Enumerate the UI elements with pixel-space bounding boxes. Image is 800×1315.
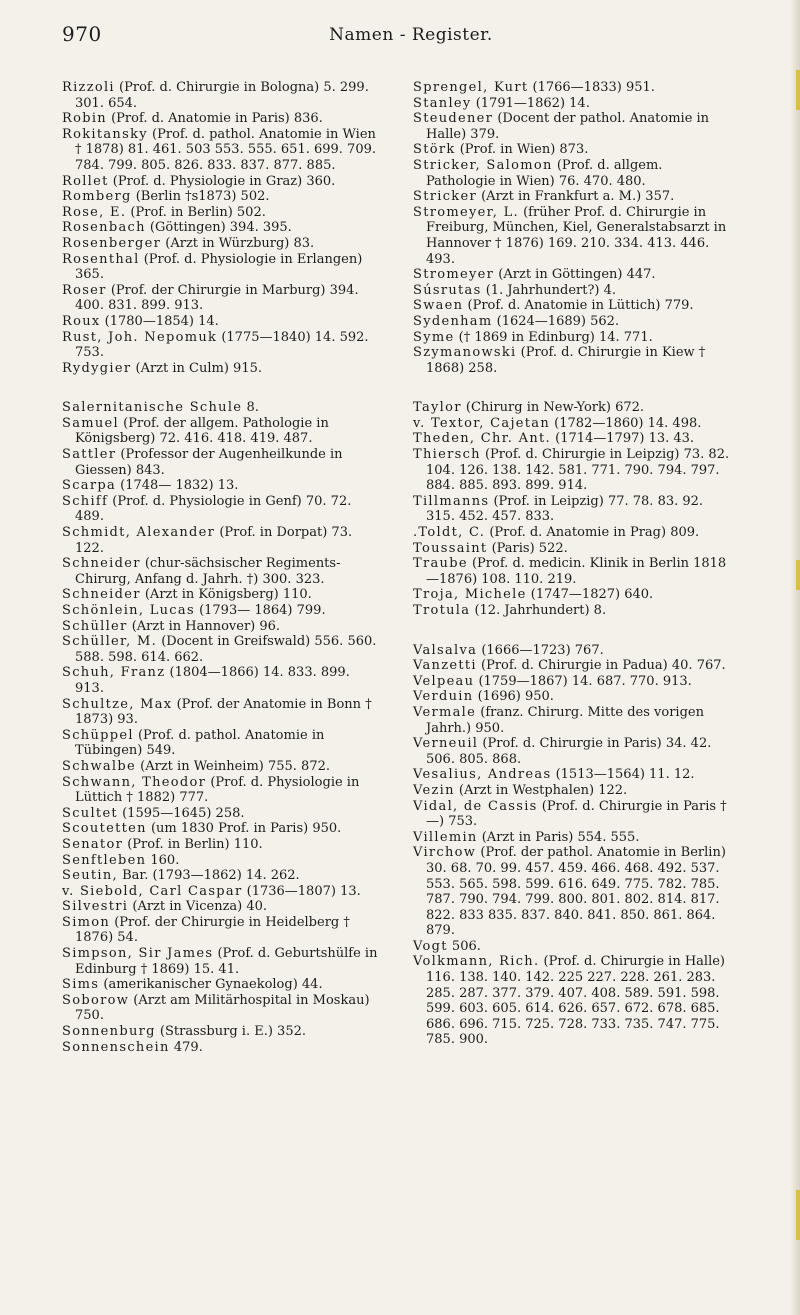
entry-name: Rollet bbox=[62, 173, 109, 189]
entry-name: Schmidt, Alexander bbox=[62, 525, 216, 541]
entry-name: Vezin bbox=[413, 782, 455, 798]
entry-text: 506. bbox=[451, 938, 481, 954]
entry-name: Rizzoli bbox=[62, 80, 115, 95]
index-entry bbox=[62, 868, 382, 884]
index-entry bbox=[62, 283, 382, 314]
entry-name: Súsrutas bbox=[413, 282, 482, 298]
entry-text: (amerikanischer Gynaekolog) 44. bbox=[103, 977, 323, 993]
entry-name: Sonnenschein bbox=[62, 1039, 170, 1055]
index-entry bbox=[62, 977, 382, 993]
entry-name: Troja, Michele bbox=[413, 587, 527, 603]
index-entry bbox=[62, 603, 382, 619]
index-section bbox=[413, 643, 733, 1048]
entry-text: (Prof. der Anatomie in Bonn † 1873) 93. bbox=[75, 696, 372, 728]
index-entry bbox=[62, 174, 382, 190]
index-entry bbox=[413, 267, 733, 283]
entry-text: (Prof. in Leipzig) 77. 78. 83. 92. 315. 452. 457. 833. bbox=[426, 493, 704, 525]
entry-text: (Prof. d. Physiologie in Genf) 70. 72. 489. bbox=[75, 493, 352, 525]
entry-name: Schwalbe bbox=[62, 758, 137, 774]
entry-name: Valsalva bbox=[413, 642, 478, 658]
entry-name: Vidal, de Cassis bbox=[413, 798, 538, 814]
index-entry bbox=[413, 830, 733, 846]
entry-text: (Prof. der allgem. Pathologie in Königsberg) 72. 416. 418. 419. 487. bbox=[75, 415, 329, 447]
index-entry bbox=[413, 447, 733, 494]
entry-text: (Arzt in Frankfurt a. M.) 357. bbox=[481, 189, 675, 205]
entry-text: (Arzt in Weinheim) 755. 872. bbox=[140, 758, 331, 774]
index-entry bbox=[413, 845, 733, 939]
index-entry bbox=[62, 775, 382, 806]
entry-text: 160. bbox=[150, 852, 180, 868]
page-edge bbox=[790, 0, 800, 1315]
index-entry bbox=[62, 447, 382, 478]
entry-text: (früher Prof. d. Chirurgie in Freiburg, München, Kiel, Generalstabsarzt in Hannover † 1876) 169. 210. 334. 413. 446. 493. bbox=[426, 204, 727, 267]
entry-text: (Prof. d. Geburtshülfe in Edinburg † 1869) 15. 41. bbox=[75, 946, 378, 977]
entry-text: (1782—1860) 14. 498. bbox=[554, 415, 702, 431]
entry-name: Sims bbox=[62, 977, 100, 993]
index-entry bbox=[413, 400, 733, 416]
entry-text: (Arzt in Königsberg) 110. bbox=[144, 587, 312, 603]
index-entry bbox=[413, 205, 733, 267]
entry-text: († 1869 in Edinburg) 14. 771. bbox=[458, 329, 653, 345]
index-entry bbox=[413, 674, 733, 690]
index-entry bbox=[413, 954, 733, 1048]
entry-text: (1793— 1864) 799. bbox=[199, 603, 326, 618]
entry-name: Virchow bbox=[413, 845, 477, 861]
index-entry bbox=[413, 603, 733, 619]
entry-name: Swaen bbox=[413, 298, 464, 314]
entry-text: (Prof. der Chirurgie in Marburg) 394. 400. 831. 899. 913. bbox=[75, 282, 359, 314]
index-entry bbox=[413, 96, 733, 112]
entry-name: Velpeau bbox=[413, 673, 475, 689]
entry-name: Schüller bbox=[62, 618, 128, 634]
entry-name: Sattler bbox=[62, 447, 117, 463]
entry-text: (Arzt in Culm) 915. bbox=[135, 360, 262, 376]
entry-text: (Prof. in Wien) 873. bbox=[459, 142, 589, 158]
entry-name: Stromeyer, L. bbox=[413, 204, 519, 220]
entry-text: (Prof. d. pathol. Anatomie in Wien † 1878) 81. 461. 503 553. 555. 651. 699. 709. 784. 799. 805. 826. 833. 837. 877. 885. bbox=[75, 126, 377, 173]
entry-name: Salernitanische Schule bbox=[62, 400, 243, 416]
entry-name: Robin bbox=[62, 111, 107, 127]
index-entry bbox=[413, 314, 733, 330]
index-section bbox=[413, 80, 733, 376]
index-entry bbox=[62, 619, 382, 635]
index-entry bbox=[413, 189, 733, 205]
entry-name: Scoutetten bbox=[62, 821, 147, 837]
entry-name: Vanzetti bbox=[413, 658, 477, 674]
index-entry bbox=[62, 697, 382, 728]
index-entry bbox=[413, 705, 733, 736]
entry-text: (Prof. d. Physiologie in Graz) 360. bbox=[112, 173, 336, 189]
entry-text: (Docent in Greifswald) 556. 560. 588. 598. 614. 662. bbox=[75, 634, 377, 665]
entry-text: (1759—1867) 14. 687. 770. 913. bbox=[478, 673, 692, 689]
entry-name: Scultet bbox=[62, 805, 118, 821]
index-entry bbox=[413, 416, 733, 432]
index-entry bbox=[62, 494, 382, 525]
index-entry bbox=[413, 767, 733, 783]
entry-name: Schiff bbox=[62, 493, 109, 509]
index-entry bbox=[62, 525, 382, 556]
index-entry bbox=[413, 541, 733, 557]
entry-name: Stromeyer bbox=[413, 267, 495, 283]
entry-text: (Arzt in Hannover) 96. bbox=[131, 618, 281, 634]
index-entry bbox=[62, 853, 382, 869]
index-entry bbox=[413, 158, 733, 189]
entry-text: (1714—1797) 13. 43. bbox=[555, 431, 695, 447]
index-entry bbox=[62, 993, 382, 1024]
entry-name: v. Textor, Cajetan bbox=[413, 415, 551, 431]
entry-text: (Arzt am Militärhospital in Moskau) 750. bbox=[75, 992, 370, 1024]
entry-text: (Prof. d. Chirurgie in Paris) 34. 42. 506. 805. 868. bbox=[426, 736, 712, 767]
entry-text: (Prof. d. Chirurgie in Kiew † 1868) 258. bbox=[426, 345, 706, 376]
index-section bbox=[62, 400, 382, 1055]
entry-name: Senator bbox=[62, 836, 124, 852]
index-entry bbox=[413, 330, 733, 346]
entry-text: (Berlin †s1873) 502. bbox=[135, 189, 270, 205]
entry-text: (12. Jahrhundert) 8. bbox=[474, 603, 607, 618]
index-entry bbox=[62, 416, 382, 447]
entry-text: (Prof. d. Chirurgie in Padua) 40. 767. bbox=[481, 658, 726, 674]
entry-text: (Prof. in Berlin) 502. bbox=[130, 204, 266, 220]
entry-name: Schüppel bbox=[62, 727, 134, 743]
entry-text: (1748— 1832) 13. bbox=[120, 478, 239, 494]
entry-name: Tillmanns bbox=[413, 493, 490, 509]
entry-text: 479. bbox=[173, 1039, 203, 1055]
entry-text: (Prof. in Dorpat) 73. 122. bbox=[75, 525, 353, 556]
entry-text: (chur-sächsischer Regiments-Chirurg, Anfang d. Jahrh. †) 300. 323. bbox=[75, 556, 341, 587]
entry-text: (Prof. d. Anatomie in Prag) 809. bbox=[489, 525, 700, 541]
entry-name: Stricker, Salomon bbox=[413, 157, 553, 173]
page-edge-mark bbox=[796, 1190, 800, 1240]
entry-name: Silvestri bbox=[62, 899, 129, 915]
entry-text: (Arzt in Würzburg) 83. bbox=[165, 235, 315, 251]
entry-name: Rosenbach bbox=[62, 220, 146, 236]
index-entry bbox=[62, 728, 382, 759]
entry-name: Schneider bbox=[62, 587, 141, 603]
entry-text: (1513—1564) 11. 12. bbox=[555, 767, 695, 783]
index-entry bbox=[62, 127, 382, 174]
entry-name: Schultze, Max bbox=[62, 696, 173, 712]
page-edge-mark bbox=[796, 560, 800, 590]
entry-text: (Arzt in Westphalen) 122. bbox=[458, 782, 628, 798]
index-entry bbox=[413, 142, 733, 158]
entry-name: Rosenberger bbox=[62, 235, 162, 251]
index-entry bbox=[62, 314, 382, 330]
entry-name: Villemin bbox=[413, 829, 478, 845]
entry-text: Bar. (1793—1862) 14. 262. bbox=[122, 868, 300, 884]
entry-text: (Prof. der Chirurgie in Heidelberg † 1876) 54. bbox=[75, 914, 350, 946]
entry-text: (Arzt in Göttingen) 447. bbox=[498, 267, 656, 283]
entry-name: Sydenham bbox=[413, 313, 493, 329]
entry-text: (Strassburg i. E.) 352. bbox=[159, 1024, 306, 1040]
entry-name: Sonnenburg bbox=[62, 1024, 156, 1040]
left-column bbox=[62, 80, 382, 1055]
index-entry bbox=[62, 1024, 382, 1040]
index-entry bbox=[413, 799, 733, 830]
entry-name: Volkmann, Rich. bbox=[413, 954, 540, 970]
entry-name: Syme bbox=[413, 329, 455, 345]
entry-name: Vogt bbox=[413, 938, 448, 954]
index-entry bbox=[413, 939, 733, 955]
index-entry bbox=[62, 236, 382, 252]
entry-text: (Paris) 522. bbox=[491, 540, 568, 556]
index-entry bbox=[413, 525, 733, 541]
entry-text: (franz. Chirurg. Mitte des vorigen Jahrh.) 950. bbox=[426, 704, 704, 736]
entry-text: (1747—1827) 640. bbox=[530, 587, 654, 603]
index-entry bbox=[62, 111, 382, 127]
entry-name: Vesalius, Andreas bbox=[413, 767, 552, 783]
index-entry bbox=[413, 345, 733, 376]
index-entry bbox=[62, 556, 382, 587]
entry-text: (Prof. d. Physiologie in Erlangen) 365. bbox=[75, 251, 363, 283]
entry-name: Simpson, Sir James bbox=[62, 946, 214, 962]
index-entry bbox=[413, 643, 733, 659]
index-entry bbox=[62, 634, 382, 665]
index-entry bbox=[413, 556, 733, 587]
entry-text: (Prof. d. allgem. Pathologie in Wien) 76. 470. 480. bbox=[426, 157, 663, 189]
entry-text: (1624—1689) 562. bbox=[496, 313, 620, 329]
index-entry bbox=[413, 689, 733, 705]
entry-name: Roux bbox=[62, 313, 101, 329]
page-header bbox=[62, 22, 760, 56]
section-gap bbox=[413, 376, 733, 400]
entry-name: Theden, Chr. Ant. bbox=[413, 431, 551, 447]
entry-name: Thiersch bbox=[413, 447, 481, 463]
entry-text: (1791—1862) 14. bbox=[475, 95, 590, 111]
entry-text: (Prof. d. medicin. Klinik in Berlin 1818—1876) 108. 110. 219. bbox=[426, 556, 727, 587]
right-column bbox=[413, 80, 733, 1048]
index-entry bbox=[413, 658, 733, 674]
index-entry bbox=[62, 189, 382, 205]
entry-text: (1780—1854) 14. bbox=[104, 313, 219, 329]
entry-name: Seutin, bbox=[62, 868, 118, 884]
entry-name: Störk bbox=[413, 142, 456, 158]
entry-name: Schuh, Franz bbox=[62, 665, 166, 681]
entry-name: Trotula bbox=[413, 603, 471, 618]
index-entry bbox=[413, 283, 733, 299]
entry-name: Rose, E. bbox=[62, 204, 127, 220]
page-title: Namen - Register. bbox=[329, 25, 493, 45]
entry-name: Scarpa bbox=[62, 478, 117, 494]
index-entry bbox=[413, 587, 733, 603]
index-entry bbox=[62, 821, 382, 837]
index-entry bbox=[62, 884, 382, 900]
entry-text: (Prof. in Berlin) 110. bbox=[127, 836, 263, 852]
entry-name: Traube bbox=[413, 556, 468, 572]
entry-name: Stricker bbox=[413, 189, 477, 205]
index-entry bbox=[62, 915, 382, 946]
entry-text: (Prof. der pathol. Anatomie in Berlin) 30. 68. 70. 99. 457. 459. 466. 468. 492. 537. 553. 565. 598. 599. 616. 649. 775. 782. 785. 787. 790. 794. 799. 800. 801. 802. 814. 817. 822. 833 835. 837. 840. 841. 850. 861. 864. 879. bbox=[426, 845, 726, 939]
index-entry bbox=[413, 298, 733, 314]
entry-name: .Toldt, C. bbox=[413, 525, 486, 541]
entry-name: v. Siebold, Carl Caspar bbox=[62, 883, 243, 899]
entry-name: Taylor bbox=[413, 400, 462, 416]
entry-text: (Prof. d. Physiologie in Lüttich † 1882) 777. bbox=[75, 774, 360, 806]
entry-text: (1. Jahrhundert?) 4. bbox=[485, 282, 617, 298]
index-entry bbox=[62, 220, 382, 236]
entry-name: Verneuil bbox=[413, 736, 479, 752]
index-section bbox=[413, 400, 733, 618]
entry-text: (1775—1840) 14. 592. 753. bbox=[75, 329, 369, 361]
entry-text: (Docent der pathol. Anatomie in Halle) 379. bbox=[426, 111, 710, 142]
entry-name: Samuel bbox=[62, 415, 120, 431]
entry-text: (Prof. d. Chirurgie in Halle) 116. 138. 140. 142. 225 227. 228. 261. 283. 285. 287. 377. 379. 407. 408. 589. 591. 598. 599. 603. 605. 614. 626. 657. 672. 678. 685. 686. 696. 715. 725. 728. 733. 735. 747. 775. 785. 900. bbox=[426, 954, 726, 1048]
entry-name: Rosenthal bbox=[62, 251, 140, 267]
index-entry bbox=[62, 400, 382, 416]
entry-name: Simon bbox=[62, 914, 111, 930]
entry-text: (um 1830 Prof. in Paris) 950. bbox=[150, 821, 342, 837]
page-number: 970 bbox=[62, 22, 102, 46]
entry-text: (Chirurg in New-York) 672. bbox=[465, 400, 645, 416]
entry-name: Rust, Joh. Nepomuk bbox=[62, 329, 218, 345]
index-entry bbox=[62, 478, 382, 494]
entry-name: Senftleben bbox=[62, 852, 147, 868]
entry-name: Rokitansky bbox=[62, 126, 148, 142]
entry-text: (Prof. d. pathol. Anatomie in Tübingen) 549. bbox=[75, 727, 325, 759]
entry-name: Schneider bbox=[62, 556, 141, 572]
index-entry bbox=[62, 759, 382, 775]
entry-name: Szymanowski bbox=[413, 345, 517, 361]
entry-text: (1696) 950. bbox=[477, 689, 554, 705]
entry-text: (Arzt in Vicenza) 40. bbox=[132, 899, 268, 915]
index-entry bbox=[413, 111, 733, 142]
section-gap bbox=[413, 619, 733, 643]
entry-name: Toussaint bbox=[413, 540, 488, 556]
index-entry bbox=[62, 1040, 382, 1056]
entry-text: (Prof. d. Anatomie in Paris) 836. bbox=[111, 111, 323, 127]
entry-name: Schüller, M. bbox=[62, 634, 158, 650]
section-gap bbox=[62, 376, 382, 400]
index-entry bbox=[62, 361, 382, 377]
index-entry bbox=[413, 431, 733, 447]
index-entry bbox=[62, 665, 382, 696]
entry-name: Stanley bbox=[413, 95, 472, 111]
index-entry bbox=[62, 806, 382, 822]
entry-text: (Arzt in Paris) 554. 555. bbox=[481, 829, 640, 845]
entry-text: (Prof. d. Chirurgie in Paris † —) 753. bbox=[426, 798, 727, 830]
index-entry bbox=[62, 587, 382, 603]
entry-name: Schwann, Theodor bbox=[62, 774, 207, 790]
entry-text: (Professor der Augenheilkunde in Giessen) 843. bbox=[75, 447, 343, 478]
entry-text: (1736—1807) 13. bbox=[246, 883, 361, 899]
entry-text: 8. bbox=[246, 400, 259, 416]
entry-text: (1666—1723) 767. bbox=[481, 642, 604, 658]
entry-text: (Prof. d. Chirurgie in Bologna) 5. 299. 301. 654. bbox=[75, 80, 369, 111]
index-entry bbox=[62, 80, 382, 111]
entry-name: Soborow bbox=[62, 992, 130, 1008]
entry-name: Romberg bbox=[62, 189, 132, 205]
entry-name: Roser bbox=[62, 282, 107, 298]
page-edge-mark bbox=[796, 70, 800, 110]
entry-text: (Prof. d. Chirurgie in Leipzig) 73. 82. 104. 126. 138. 142. 581. 771. 790. 794. 797. 884. 885. 893. 899. 914. bbox=[426, 447, 730, 494]
entry-text: (Prof. d. Anatomie in Lüttich) 779. bbox=[467, 298, 694, 314]
index-entry bbox=[62, 837, 382, 853]
entry-name: Sprengel, Kurt bbox=[413, 80, 529, 95]
entry-name: Schönlein, Lucas bbox=[62, 603, 195, 618]
index-entry bbox=[62, 205, 382, 221]
entry-text: (1766—1833) 951. bbox=[532, 80, 655, 95]
index-entry bbox=[413, 80, 733, 96]
entry-text: (Göttingen) 394. 395. bbox=[149, 220, 292, 236]
index-entry bbox=[62, 252, 382, 283]
entry-name: Vermale bbox=[413, 704, 477, 720]
index-entry bbox=[413, 736, 733, 767]
entry-text: (1595—1645) 258. bbox=[122, 805, 245, 821]
index-entry bbox=[413, 494, 733, 525]
index-entry bbox=[62, 899, 382, 915]
index-entry bbox=[62, 330, 382, 361]
entry-name: Verduin bbox=[413, 689, 474, 705]
entry-text: (1804—1866) 14. 833. 899. 913. bbox=[75, 665, 350, 696]
index-entry bbox=[413, 783, 733, 799]
entry-name: Steudener bbox=[413, 111, 494, 127]
entry-name: Rydygier bbox=[62, 360, 132, 376]
index-section bbox=[62, 80, 382, 376]
index-entry bbox=[62, 946, 382, 977]
